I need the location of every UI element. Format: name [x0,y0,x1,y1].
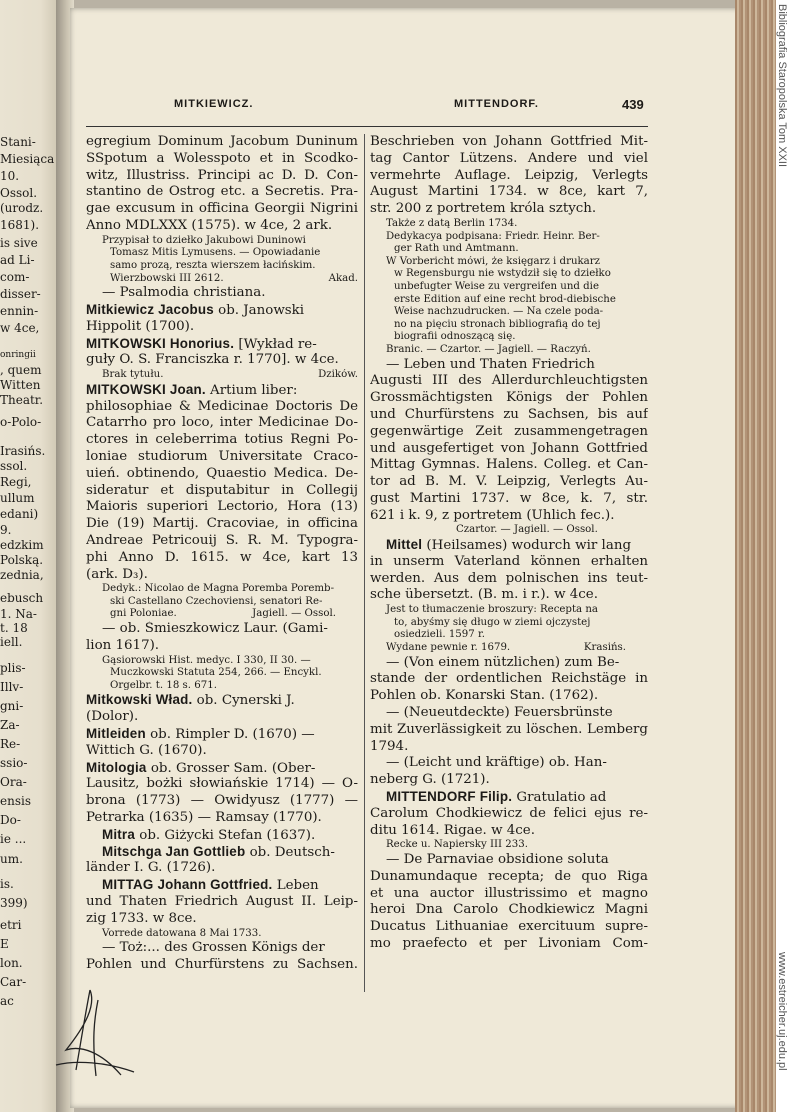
entry-text: Gratulatio ad [512,790,607,806]
previous-page-fragment: ie ... [0,832,27,846]
entry-text: (Heilsames) wodurch wir lang [422,538,632,554]
text-line: Dunamundaque recepta; de quo Riga [370,868,648,884]
previous-page-fragment: w 4ce, [0,321,40,335]
entry-text: [Wykład re- [234,336,317,352]
text-line: länder I. G. (1726). [86,860,216,876]
note-line: Jest to tłumaczenie broszury: Recepta na [386,604,598,616]
previous-page-fragment: 9. [0,523,12,537]
entry-headword: MITKOWSKI Joan. [86,381,206,397]
note-line: Także z datą Berlin 1734. [386,217,518,229]
previous-page-fragment: ennin- [0,304,39,318]
text-line: egregium Dominum Jacobum Duninum [86,134,358,149]
previous-page-fragment: o-Polo- [0,415,42,429]
text-line: Andreae Petricouij S. R. M. Typogra- [86,532,358,548]
text-line: Grossmächtigsten Königs der Pohlen [370,390,648,406]
note-line: ski Castellano Czechoviensi, senatori Re- [110,595,323,607]
text-line: ctores in celeberrima totius Regni Po- [86,432,358,448]
note: Wydane pewnie r. 1679. [386,642,511,654]
text-line: Ducatus Lithuaniae exercituum supre- [370,919,648,935]
entry-line [86,844,358,861]
entry-line [370,789,648,806]
entry-line [86,877,358,894]
note-line: Gąsiorowski Hist. medyc. I 330, II 30. — [102,654,311,666]
text-line: mo praefecto et per Livoniam Com- [370,935,648,951]
text-line: mit Zuverlässigkeit zu löschen. Lemberg [370,721,648,737]
note-line: Tomasz Mitis Lymusens. — Opowiadanie [110,247,321,259]
text-line: (Dolor). [86,709,139,725]
previous-page-fragment: Polską. [0,553,44,567]
text-line: Pohlen ob. Konarski Stan. (1762). [370,688,599,704]
header-rule [86,126,648,127]
text-line: Augusti III des Allerdurchleuchtigsten [370,373,648,389]
entry-text: ob. Giżycki Stefan (1637). [135,827,316,843]
text-line: Mittag Gymnas. Halens. Colleg. et Can- [370,457,648,473]
text-line: zig 1733. w 8ce. [86,910,197,926]
text-line: — (Neueutdeckte) Feuersbrünste [386,705,613,721]
text-line: Lausitz, bożki słowiańskie 1714) — O- [86,776,358,792]
previous-page-fragment: E [0,937,9,951]
handwritten-signature [46,980,136,1080]
website-link: www.estreicher.uj.edu.pl [776,952,788,1071]
collection-title: Bibliografia Staropolska Tom XXII [776,4,788,168]
entry-line [86,692,358,709]
text-line: neberg G. (1721). [370,772,490,788]
entry-text: Leben [272,878,319,894]
text-line: — De Parnaviae obsidione soluta [386,852,609,867]
note-line: unbefugter Weise zu vergreifen und die [394,280,599,292]
text-line: August Martini 1734. w 8ce, kart 7, [370,184,648,200]
note-line: Czartor. — Jagiell. — Ossol. [456,524,598,536]
text-line: stantino de Ostrog etc. a Secretis. Pra- [86,184,358,200]
previous-page-fragment: is. [0,877,14,891]
right-column [370,134,648,953]
text-line: Pohlen und Churfürstens zu Sachsen. [86,957,358,972]
text-line: et una auctor illustrissimo et magno [370,885,648,901]
column-rule [364,134,365,992]
previous-page-fragment: zednia, [0,568,44,582]
previous-page-fragment: edani) [0,507,39,521]
previous-page-fragment: Illv- [0,680,24,694]
previous-page-fragment: Za- [0,718,20,732]
text-line: — (Von einem nützlichen) zum Be- [386,654,620,670]
note-line [370,642,648,655]
text-line: tor ad B. M. V. Leipzig, Verlegts Au- [370,474,648,490]
note-line: W Vorbericht mówi, że księgarz i drukarz [386,255,600,267]
previous-page-fragment: Ossol. [0,186,38,200]
note: Brak tytułu. [102,369,164,381]
note-line: Muczkowski Statuta 254, 266. — Encykl. [110,667,322,679]
entry-headword: Mitkowski Wład. [86,692,193,708]
previous-page-fragment: ad Li- [0,253,35,267]
left-column [86,134,358,974]
text-line: uień. obtinendo, Quaestio Medica. De- [86,465,358,481]
entry-line [86,336,358,353]
previous-page-fragment: Regi, [0,475,32,489]
previous-page-fragment: Witten [0,378,41,392]
note-line: Orgelbr. t. 18 s. 671. [110,679,217,691]
previous-page-fragment: onringii [0,350,36,360]
entry-text: Artium liber: [205,382,298,398]
entry-headword: Mitkiewicz Jacobus [86,301,214,317]
page-stack-edge [735,0,780,1112]
previous-page-fragment: Ora- [0,775,27,789]
text-line: tag Cantor Lützens. Andere und viel [370,150,648,166]
note-line: to, abyśmy się długo w ziemi ojczystej [394,616,591,628]
library-holding: Dzików. [318,369,358,381]
text-line: — (Leicht und kräftige) ob. Han- [386,755,607,771]
text-line: in unserm Vaterland können erhalten [370,553,648,569]
entry-headword: Mitra [102,826,135,842]
entry-line [86,382,358,399]
previous-page-fragment: (urodz. [0,201,44,215]
note-line: samo prozą, reszta wierszem łacińskim. [110,259,316,271]
previous-page-fragment: ebusch [0,591,44,605]
header-left: MITKIEWICZ. [174,98,254,110]
note: gni Poloniae. [110,608,177,620]
note-line: Przypisał to dziełko Jakubowi Duninowi [102,234,306,246]
entry-headword: Mitologia [86,759,147,775]
note-line: no na pięciu stronach bibliografią do tej [394,318,601,330]
previous-page-fragment: com- [0,270,30,284]
note-line: Branic. — Czartor. — Jagiell. — Raczyń. [386,343,591,355]
previous-page-fragment: Car- [0,975,27,989]
text-line: und Thaten Friedrich August II. Leip- [86,894,358,910]
entry-text: ob. Cynerski J. [192,693,295,709]
text-line: — Psalmodia christiana. [102,285,266,301]
text-line: Catarrho pro loco, inter Medicinae Do- [86,415,358,431]
entry-headword: MITTAG Johann Gottfried. [102,877,273,893]
entry-line [86,726,358,743]
previous-page-fragment: etri [0,918,22,932]
entry-headword: Mitleiden [86,726,146,742]
note-line [86,273,358,286]
text-line: lion 1617). [86,637,160,653]
note-line: Weise nachzudrucken. — Na czele poda- [394,306,604,318]
previous-page-fragment: 399) [0,896,28,910]
text-line: gust Martini 1737. w 8ce, k. 7, str. [370,490,648,506]
text-line: sideratur et disputabitur in Collegij [86,482,358,498]
text-line: Die (19) Martij. Cracoviae, in officina [86,516,358,532]
library-holding: Jagiell. — Ossol. [252,608,336,620]
text-line: gegenwärtige Zeit zusammengetragen [370,423,648,439]
previous-page-fragment: um. [0,852,23,866]
note-line: osiedzieli. 1597 r. [394,629,485,641]
text-line: Wittich G. (1670). [86,742,207,758]
previous-page-fragment: ssio- [0,756,28,770]
previous-page-fragment: Irasińs. [0,444,46,458]
text-line: str. 200 z portretem króla sztych. [370,201,597,217]
previous-page-fragment: edzkim [0,538,44,552]
note-line [86,369,358,382]
entry-headword: MITKOWSKI Honorius. [86,335,235,351]
text-line: — Leben und Thaten Friedrich [386,356,595,372]
text-line: Carolum Chodkiewicz de felici ejus re- [370,805,648,821]
previous-page-fragment: ensis [0,794,31,808]
text-line: guły O. S. Franciszka r. 1770]. w 4ce. [86,352,339,368]
text-line: witz, Illustriss. Principi ac D. D. Con- [86,167,358,183]
previous-page-fragment: ssol. [0,459,28,473]
text-line: ditu 1614. Rigae. w 4ce. [370,822,535,838]
text-line: heroi Dna Carolo Chodkiewicz Magni [370,902,648,918]
entry-headword: MITTENDORF Filip. [386,789,513,805]
entry-headword: Mittel [386,537,423,553]
text-line: brona (1773) — Owidyusz (1777) — [86,793,358,809]
entry-line [86,760,358,777]
text-line: — ob. Śmieszkowicz Laur. (Gami- [102,621,328,637]
text-line: und ausgefertiget von Johann Gottfried [370,440,648,456]
previous-page-fragment: Theatr. [0,393,44,407]
text-line: sche übersetzt. (B. m. i r.). w 4ce. [370,587,598,603]
previous-page-fragment: ullum [0,491,35,505]
previous-page-fragment: 10. [0,169,20,183]
text-line: werden. Aus dem polnischen ins teut- [370,570,648,586]
entry-line [370,537,648,554]
text-line: loniae studiorum Universitate Craco- [86,448,358,464]
entry-text: ob. Janowski [213,302,305,318]
text-line: Beschrieben von Johann Gottfried Mit- [370,134,648,149]
text-line: philosophiae & Medicinae Doctoris De [86,398,358,414]
text-line: 1794. [370,738,409,754]
note-line: biografii odnoszącą się. [394,331,516,343]
text-line: Petrarka (1635) — Ramsay (1770). [86,810,322,826]
previous-page-fragment: disser- [0,287,41,301]
previous-page-fragment: ac [0,994,14,1008]
text-line: Hippolit (1700). [86,318,195,334]
text-line: Maioris superiori Lectorio, Hora (13) [86,499,358,515]
header-right: MITTENDORF. [454,98,539,110]
text-line: 621 i k. 9, z portretem (Uhlich fec.). [370,507,615,523]
note-line: erste Edition auf eine recht brod-diebische [394,293,616,305]
previous-page-fragment: Miesiąca [0,152,55,166]
entry-text: ob. Grosser Sam. (Ober- [146,760,316,776]
text-line: Anno MDLXXX (1575). w 4ce, 2 ark. [86,217,333,233]
note-line: Vorrede datowana 8 Mai 1733. [102,927,262,939]
entry-line [86,302,358,319]
entry-text: ob. Deutsch- [245,844,335,860]
page-number: 439 [622,97,644,112]
note-line: Dedyk.: Nicolao de Magna Poremba Poremb- [102,583,335,595]
previous-page-fragment: t. 18 [0,621,28,635]
previous-page-fragment: lon. [0,956,23,970]
reference: Wierzbowski III 2612. [110,272,224,284]
previous-page-fragment: gni- [0,699,24,713]
note-line: w Regensburgu nie wstydził się to dziełko [394,268,611,280]
previous-page-fragment: plis- [0,661,26,675]
library-holding: Krasińs. [583,642,626,654]
previous-page-fragment: 1. Na- [0,607,37,621]
previous-page-fragment: Do- [0,813,21,827]
entry-headword: Mitschga Jan Gottlieb [102,843,246,859]
note-line: ger Rath und Amtmann. [394,243,519,255]
previous-page-fragment: iell. [0,635,23,649]
entry-line [86,827,358,844]
note-line [86,608,358,621]
text-line: (ark. D₃). [86,566,148,582]
text-line: phi Anno D. 1615. w 4ce, kart 13 [86,549,358,565]
text-line: stande der ordentlichen Reichstäge in [370,671,648,687]
text-line: und Churfürstens zu Sachsen, bis auf [370,406,648,422]
text-line: — Toż:... des Grossen Königs der [102,940,325,956]
text-line: SSpotum a Wolesspoto et in Scodko- [86,150,358,166]
entry-text: ob. Rimpler D. (1670) — [145,727,315,743]
text-line: gae excusum in officina Georgii Nigrini [86,201,358,217]
previous-page-fragment: Re- [0,737,21,751]
previous-page-fragment: is sive [0,236,38,250]
note-line: Dedykacya podpisana: Friedr. Heinr. Ber- [386,230,600,242]
library-holding: Akad. [328,272,358,284]
previous-page-fragment: , quem [0,363,42,377]
previous-page-fragment: Stani- [0,135,36,149]
text-line: vermehrte Auflage. Leipzig, Verlegts [370,167,648,183]
running-header [104,98,644,118]
note-line: Recke u. Napiersky III 233. [386,839,528,851]
previous-page-fragment: 1681). [0,218,40,232]
